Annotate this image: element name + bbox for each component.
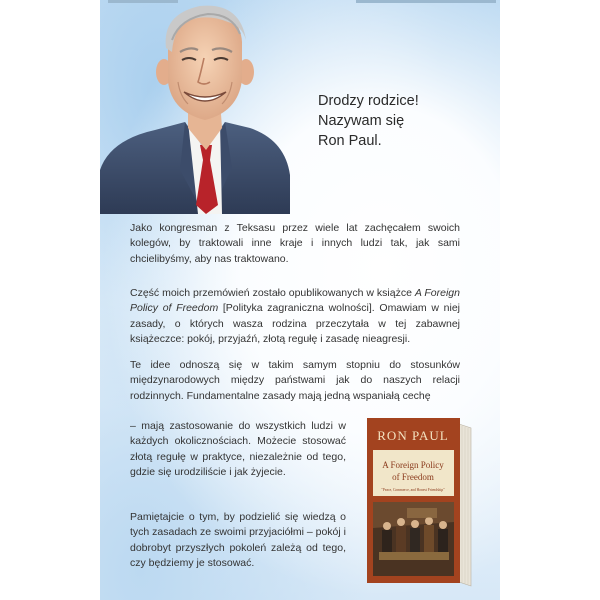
ron-paul-portrait <box>100 0 300 214</box>
paragraph-closing: Pamiętajcie o tym, by podzielić się wiedzą o tych zasadach ze swoimi przyjaciółmi – pokój i dobrobyt przyszłych pokoleń zależą od tego, czy będziemy je stosować. <box>130 511 346 569</box>
greeting-line: Drodzy rodzice! <box>318 93 419 109</box>
book-page <box>100 0 500 600</box>
book-cover-image <box>367 418 473 588</box>
paragraph-intro: Jako kongresman z Teksasu przez wiele lat zachęcałem swoich kolegów, by traktowali inne kraje i innych ludzi tak, jak sami chcielibyśmy, aby nas traktowano. <box>130 222 460 265</box>
greeting-line: Ron Paul. <box>318 133 382 149</box>
paragraph-principles: Te idee odnoszą się w takim samym stopniu do stosunków międzynarodowych między państwami jak do naszych relacji rodzinnych. Fundamentalne zasady mają jedną wspaniałą cechę <box>130 359 460 402</box>
book-title-line: of Freedom <box>392 472 434 482</box>
paragraph-text: [Polityka zagraniczna wolności]. Omawiam w niej zasady, o których wasza rodzina przeczytała w tej zabawnej książeczce: pokój, przyjaźń, złotą regułę i zasadę nieagresji. <box>130 302 460 345</box>
top-decoration-bar <box>356 0 496 3</box>
greeting-line: Nazywam się <box>318 113 405 129</box>
paragraph-text: Część moich przemówień zostało opublikowanych w książce <box>130 287 415 299</box>
paragraph-principles-continued: – mają zastosowanie do wszystkich ludzi w każdych okolicznościach. Możecie stosować złotą regułę w praktyce, niezależnie od tego, gdzie się urodziliście i jak żyjecie. <box>130 420 346 478</box>
book-subtitle: "Peace, Commerce, and Honest Friendship" <box>381 488 445 492</box>
paragraph-book-mention <box>130 286 460 347</box>
greeting <box>318 91 488 151</box>
book-title-line: A Foreign Policy <box>382 460 444 470</box>
book-title-reference: A Foreign Policy of Freedom <box>130 287 460 315</box>
book-author: RON PAUL <box>377 428 449 443</box>
